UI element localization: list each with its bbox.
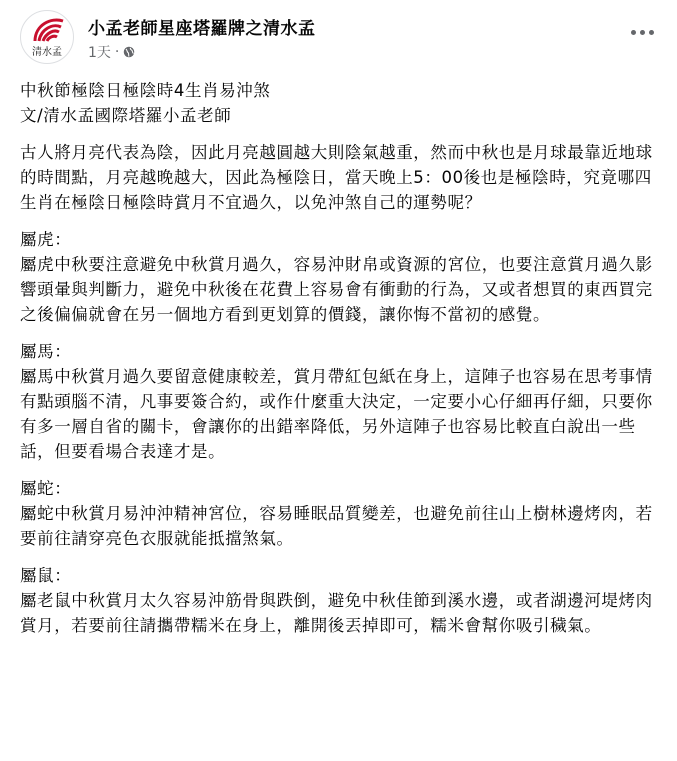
avatar-text: 清水孟 — [32, 47, 62, 58]
more-dot-icon — [649, 30, 654, 35]
section-tiger-text: 屬虎中秋要注意避免中秋賞月過久，容易沖財帛或資源的宮位，也要注意賞月過久影響頭暈與判斷力，避免中秋後在花費上容易會有衝動的行為，又或者想買的東西買完之後偏偏就會在另一個地方看到更划算的價錢，讓你悔不當初的感覺。 — [20, 255, 653, 324]
more-dot-icon — [631, 30, 636, 35]
post-intro: 古人將月亮代表為陰，因此月亮越圓越大則陰氣越重，然而中秋也是月球最靠近地球的時間點，月亮越晚越大，因此為極陰日，當天晚上5：00後也是極陰時，究竟哪四生肖在極陰日極陰時賞月不宜過久，以免沖煞自己的運勢呢？ — [20, 143, 653, 212]
section-snake-text: 屬蛇中秋賞月易沖沖精神宮位，容易睡眠品質變差，也避免前往山上樹林邊烤肉，若要前往請穿亮色衣服就能抵擋煞氣。 — [20, 504, 653, 548]
post-title: 中秋節極陰日極陰時4生肖易沖煞 — [20, 81, 271, 100]
avatar-logo — [21, 11, 73, 63]
globe-icon[interactable] — [123, 46, 135, 58]
section-tiger-title: 屬虎： — [20, 230, 72, 249]
post-meta — [88, 42, 135, 62]
post-time[interactable]: 1天 — [88, 45, 111, 61]
avatar[interactable] — [20, 10, 74, 64]
post-header — [20, 8, 660, 64]
section-horse-title: 屬馬： — [20, 342, 72, 361]
more-dot-icon — [640, 30, 645, 35]
section-snake-title: 屬蛇： — [20, 479, 72, 498]
section-rat-text: 屬老鼠中秋賞月太久容易沖筋骨與跌倒，避免中秋佳節到溪水邊，或者湖邊河堤烤肉賞月，若要前往請攜帶糯米在身上，離開後丟掉即可，糯米會幫你吸引穢氣。 — [20, 591, 653, 635]
more-options-button[interactable] — [624, 18, 660, 46]
section-horse-text: 屬馬中秋賞月過久要留意健康較差，賞月帶紅包紙在身上，這陣子也容易在思考事情有點頭腦不清，凡事要簽合約，或作什麼重大決定，一定要小心仔細再仔細，只要你有多一層自省的關卡，會讓你的出錯率降低，另外這陣子也容易比較直白說出一些話，但要看場合表達才是。 — [20, 367, 653, 461]
meta-separator: · — [114, 44, 120, 60]
section-rat-title: 屬鼠： — [20, 566, 72, 585]
page-name[interactable]: 小孟老師星座塔羅牌之清水孟 — [88, 19, 316, 39]
post-byline: 文/清水孟國際塔羅小孟老師 — [20, 106, 232, 125]
post-body — [20, 78, 662, 650]
